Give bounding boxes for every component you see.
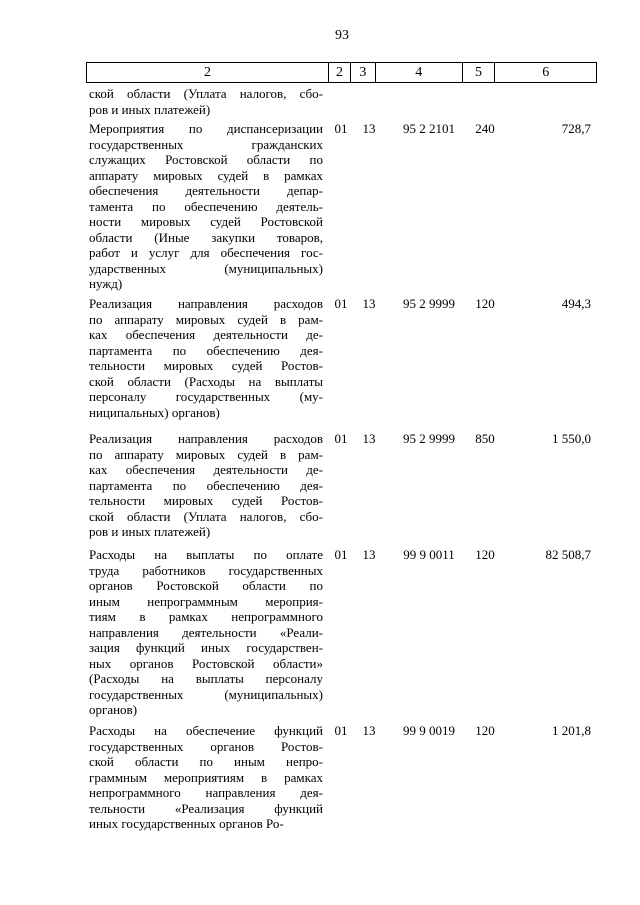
amount-value: 1 201,8 — [552, 723, 591, 738]
description-line: государственных органов Ростов- — [89, 738, 323, 754]
description-line: направления деятельности «Реали- — [89, 624, 323, 640]
description-line: ской области (Уплата налогов, сбо- — [89, 508, 323, 524]
header-col-expense-type: 5 — [463, 63, 496, 82]
section-code: 01 — [334, 296, 348, 311]
description-line: ности мировых судей Ростовской — [89, 214, 323, 229]
description-line: обеспечения деятельности депар- — [89, 183, 323, 198]
expense-type-code: 240 — [475, 121, 495, 136]
target-item-code: 95 2 2101 — [403, 121, 455, 136]
section-code: 01 — [334, 121, 348, 136]
description-line: ской области (Уплата налогов, сбо- — [89, 86, 323, 101]
expense-type-code: 120 — [475, 296, 495, 311]
amount-value: 728,7 — [561, 121, 591, 136]
amount-value: 1 550,0 — [552, 431, 591, 446]
description-line: служащих Ростовской области по — [89, 152, 323, 167]
description-line: тельности мировых судей Ростов- — [89, 493, 323, 508]
target-item-code: 99 9 0019 — [403, 723, 455, 738]
row-description — [89, 296, 323, 420]
subsection-code: 13 — [362, 296, 376, 311]
description-line: труда работников государственных — [89, 562, 323, 578]
description-line: Реализация направления расходов — [89, 296, 323, 311]
amount-value: 494,3 — [561, 296, 591, 311]
description-line: иных государственных органов Ро- — [89, 816, 284, 831]
section-code: 01 — [334, 547, 348, 562]
description-line: области (Иные закупки товаров, — [89, 229, 323, 245]
description-line: ской области по иным непро- — [89, 754, 323, 769]
description-line: ров и иных платежей) — [89, 524, 211, 539]
page-number: 93 — [335, 28, 349, 43]
description-line: партамента по обеспечению дея- — [89, 342, 323, 358]
header-col-amount: 6 — [542, 64, 550, 80]
description-line: тельности «Реализация функций — [89, 800, 323, 816]
description-line: иным непрограммным мероприя- — [89, 593, 323, 609]
table-header — [86, 62, 597, 83]
section-code: 01 — [334, 431, 348, 446]
description-line: органов) — [89, 702, 138, 717]
description-line: работ и услуг для обеспечения гос- — [89, 245, 323, 260]
subsection-code: 13 — [362, 121, 376, 136]
row-description — [89, 86, 323, 117]
description-line: аппарату мировых судей в рамках — [89, 167, 323, 183]
description-line: органов Ростовской области по — [89, 578, 323, 593]
description-line: Мероприятия по диспансеризации — [89, 121, 323, 136]
description-line: ской области (Расходы на выплаты — [89, 373, 323, 389]
row-description — [89, 121, 323, 292]
header-col-description: 2 — [87, 63, 329, 82]
description-line: персоналу государственных (му- — [89, 389, 323, 404]
description-line: нужд) — [89, 276, 123, 291]
description-line: ках обеспечения деятельности де- — [89, 462, 323, 477]
description-line: по аппарату мировых судей в рам- — [89, 311, 323, 327]
header-col-target-item: 4 — [376, 63, 463, 82]
description-line: государственных (муниципальных) — [89, 686, 323, 702]
description-line: Реализация направления расходов — [89, 431, 323, 446]
description-line: государственных гражданских — [89, 136, 323, 152]
expense-type-code: 850 — [475, 431, 495, 446]
row-description — [89, 723, 323, 832]
description-line: зация функций иных государствен- — [89, 640, 323, 655]
description-line: партамента по обеспечению дея- — [89, 477, 323, 493]
row-description — [89, 431, 323, 540]
description-line: непрограммного направления дея- — [89, 785, 323, 800]
header-col-subsection: 3 — [351, 63, 376, 82]
subsection-code: 13 — [362, 723, 376, 738]
description-line: ных органов Ростовской области» — [89, 655, 323, 671]
target-item-code: 95 2 9999 — [403, 296, 455, 311]
subsection-code: 13 — [362, 431, 376, 446]
header-col-section: 2 — [329, 63, 351, 82]
description-line: Расходы на выплаты по оплате — [89, 547, 323, 562]
target-item-code: 99 9 0011 — [403, 547, 455, 562]
description-line: ках обеспечения деятельности де- — [89, 327, 323, 342]
description-line: по аппарату мировых судей в рам- — [89, 446, 323, 462]
description-line: тамента по обеспечению деятель- — [89, 198, 323, 214]
subsection-code: 13 — [362, 547, 376, 562]
row-description — [89, 547, 323, 718]
expense-type-code: 120 — [475, 723, 495, 738]
description-line: ниципальных) органов) — [89, 404, 220, 420]
target-item-code: 95 2 9999 — [403, 431, 455, 446]
description-line: тельности мировых судей Ростов- — [89, 358, 323, 373]
description-line: граммным мероприятиям в рамках — [89, 769, 323, 785]
expense-type-code: 120 — [475, 547, 495, 562]
description-line: ударственных (муниципальных) — [89, 260, 323, 276]
description-line: Расходы на обеспечение функций — [89, 723, 323, 738]
description-line: ров и иных платежей) — [89, 101, 211, 117]
description-line: тиям в рамках непрограммного — [89, 609, 323, 624]
description-line: (Расходы на выплаты персоналу — [89, 671, 323, 686]
section-code: 01 — [334, 723, 348, 738]
amount-value: 82 508,7 — [545, 547, 591, 562]
